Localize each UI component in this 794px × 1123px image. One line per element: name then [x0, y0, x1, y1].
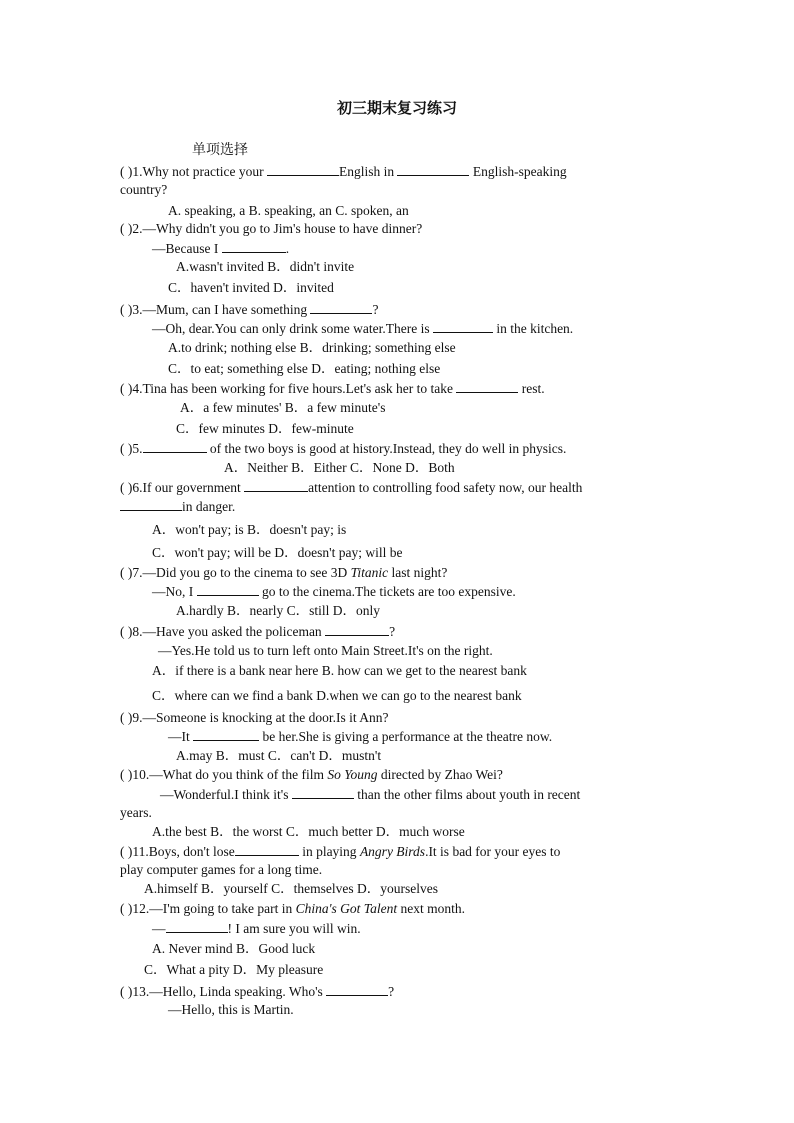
answer-blank	[397, 163, 469, 176]
question-3: ( )3.—Mum, can I have something ?	[120, 302, 379, 317]
question-13-reply: —Hello, this is Martin.	[168, 1002, 294, 1017]
question-1: ( )1.Why not practice your English in English-speaking	[120, 164, 567, 179]
question-10-options: A.the best B．the worst C．much better D．much worse	[152, 824, 465, 839]
question-10-cont: years.	[120, 805, 152, 820]
question-9-options: A.may B．must C．can't D．mustn't	[176, 748, 382, 763]
answer-blank	[326, 983, 388, 996]
question-1-cont: country?	[120, 182, 168, 197]
question-3-options-1: A.to drink; nothing else B．drinking; something else	[168, 340, 456, 355]
question-9: ( )9.—Someone is knocking at the door.Is it Ann?	[120, 710, 389, 725]
question-11-cont: play computer games for a long time.	[120, 862, 323, 877]
question-7-reply: —No, I go to the cinema.The tickets are too expensive.	[152, 584, 516, 599]
question-4: ( )4.Tina has been working for five hours.Let's ask her to take rest.	[120, 381, 545, 396]
question-13: ( )13.—Hello, Linda speaking. Who's ?	[120, 984, 395, 999]
question-4-options-2: C．few minutes D．few-minute	[176, 421, 354, 436]
question-9-reply: —It be her.She is giving a performance at the theatre now.	[168, 729, 553, 744]
question-7: ( )7.—Did you go to the cinema to see 3D Titanic last night?	[120, 565, 448, 580]
question-6-options-1: A．won't pay; is B．doesn't pay; is	[152, 522, 347, 537]
question-1-options: A. speaking, a B. speaking, an C. spoken, an	[168, 203, 409, 218]
answer-blank	[325, 623, 389, 636]
question-12-options-2: C．What a pity D．My pleasure	[144, 962, 324, 977]
answer-blank	[193, 728, 259, 741]
answer-blank	[456, 380, 518, 393]
question-5: ( )5. of the two boys is good at history.Instead, they do well in physics.	[120, 441, 567, 456]
question-10: ( )10.—What do you think of the film So Young directed by Zhao Wei?	[120, 767, 503, 782]
question-3-options-2: C．to eat; something else D．eating; nothing else	[168, 361, 441, 376]
question-10-reply: —Wonderful.I think it's than the other films about youth in recent	[160, 787, 581, 802]
question-2-options-2: C．haven't invited D．invited	[168, 280, 334, 295]
answer-blank	[292, 786, 354, 799]
question-7-options: A.hardly B．nearly C．still D．only	[176, 603, 380, 618]
answer-blank	[120, 498, 182, 511]
answer-blank	[197, 583, 259, 596]
question-8-options-1: A．if there is a bank near here B. how can we get to the nearest bank	[152, 663, 527, 678]
question-12: ( )12.—I'm going to take part in China's Got Talent next month.	[120, 901, 465, 916]
question-2: ( )2.—Why didn't you go to Jim's house to have dinner?	[120, 221, 423, 236]
question-12-options-1: A. Never mind B．Good luck	[152, 941, 316, 956]
answer-blank	[166, 920, 228, 933]
section-heading: 单项选择	[192, 142, 248, 158]
question-11-options: A.himself B．yourself C．themselves D．yourselves	[144, 881, 438, 896]
question-8: ( )8.—Have you asked the policeman ?	[120, 624, 396, 639]
answer-blank	[310, 301, 372, 314]
question-6-options-2: C．won't pay; will be D．doesn't pay; will be	[152, 545, 403, 560]
question-6: ( )6.If our government attention to controlling food safety now, our health	[120, 480, 583, 495]
question-8-options-2: C．where can we find a bank D.when we can go to the nearest bank	[152, 688, 522, 703]
question-6-cont: in danger.	[120, 498, 235, 515]
question-12-reply: — ! I am sure you will win.	[152, 921, 361, 936]
answer-blank	[244, 479, 308, 492]
question-8-reply: —Yes.He told us to turn left onto Main Street.It's on the right.	[158, 643, 493, 658]
question-3-reply: —Oh, dear.You can only drink some water.There is in the kitchen.	[152, 321, 574, 336]
answer-blank	[433, 320, 493, 333]
question-2-options-1: A.wasn't invited B．didn't invite	[176, 259, 355, 274]
page-title: 初三期末复习练习	[336, 99, 457, 117]
answer-blank	[235, 843, 299, 856]
question-11: ( )11.Boys, don't lose in playing Angry Birds.It is bad for your eyes to	[120, 844, 561, 859]
answer-blank	[143, 440, 207, 453]
question-2-reply: —Because I .	[152, 241, 290, 256]
answer-blank	[267, 163, 339, 176]
question-4-options-1: A．a few minutes' B．a few minute's	[180, 400, 386, 415]
answer-blank	[222, 240, 286, 253]
question-5-options: A．Neither B．Either C．None D．Both	[224, 460, 455, 475]
